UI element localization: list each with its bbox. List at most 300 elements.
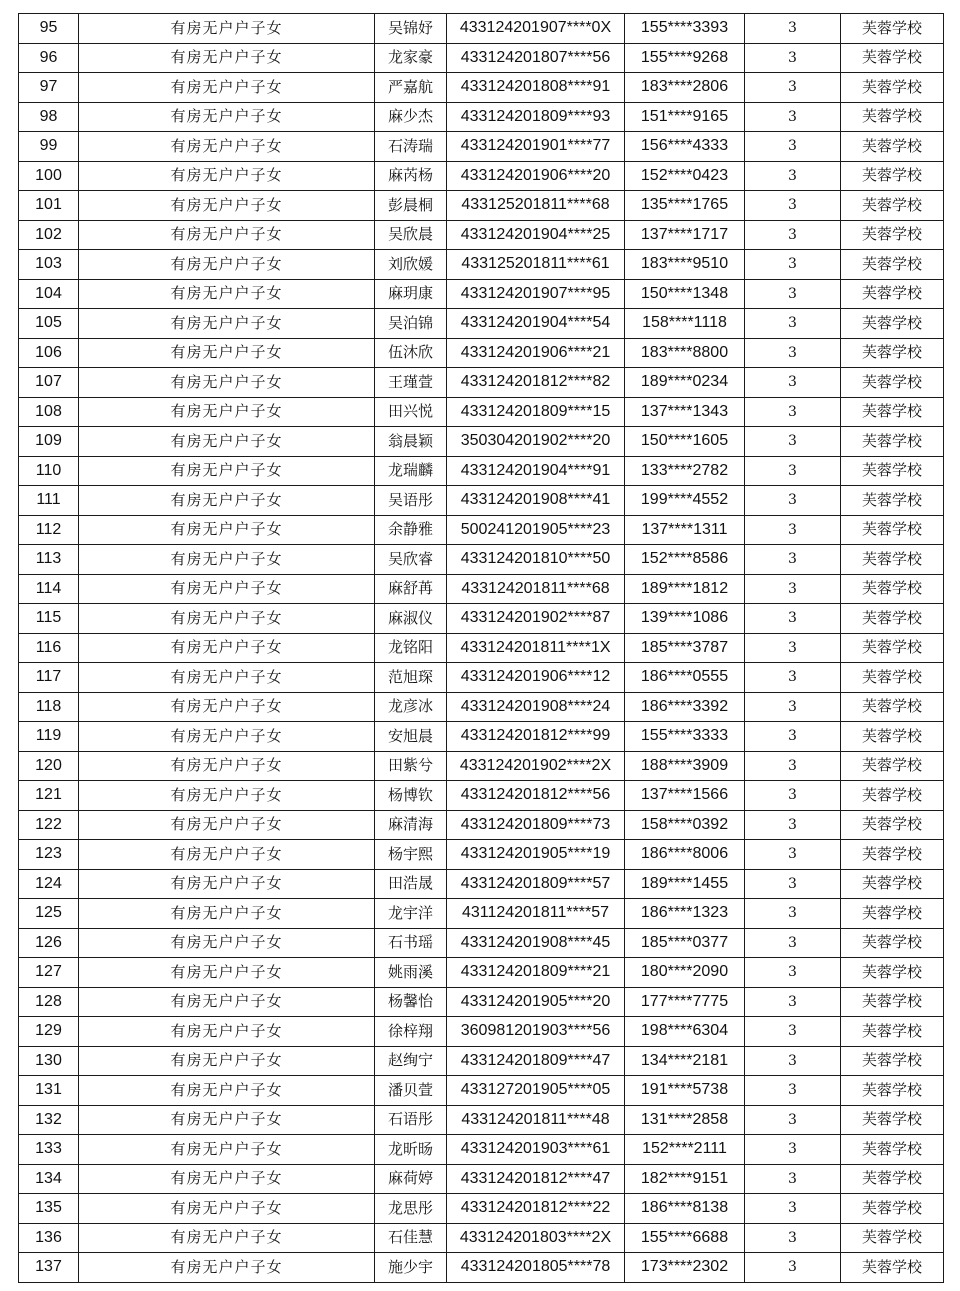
student-name-cell: 严嘉航	[375, 73, 447, 103]
student-name-cell: 石涛瑞	[375, 132, 447, 162]
school-cell: 芙蓉学校	[841, 869, 944, 899]
grade-cell: 3	[745, 1076, 841, 1106]
row-number-cell: 128	[19, 987, 79, 1017]
grade-cell: 3	[745, 633, 841, 663]
school-cell: 芙蓉学校	[841, 1105, 944, 1135]
grade-cell: 3	[745, 427, 841, 457]
category-cell: 有房无户户子女	[79, 1046, 375, 1076]
school-cell: 芙蓉学校	[841, 1017, 944, 1047]
school-cell: 芙蓉学校	[841, 1135, 944, 1165]
phone-cell: 186****8138	[625, 1194, 745, 1224]
student-name-cell: 石书瑶	[375, 928, 447, 958]
phone-cell: 150****1348	[625, 279, 745, 309]
table-row	[19, 132, 944, 162]
row-number-cell: 95	[19, 14, 79, 44]
grade-cell: 3	[745, 869, 841, 899]
category-cell: 有房无户户子女	[79, 1223, 375, 1253]
grade-cell: 3	[745, 1194, 841, 1224]
id-number-cell: 433125201811****68	[447, 191, 625, 221]
phone-cell: 139****1086	[625, 604, 745, 634]
school-cell: 芙蓉学校	[841, 43, 944, 73]
table-row	[19, 545, 944, 575]
school-cell: 芙蓉学校	[841, 722, 944, 752]
phone-cell: 177****7775	[625, 987, 745, 1017]
student-name-cell: 伍沐欣	[375, 338, 447, 368]
category-cell: 有房无户户子女	[79, 250, 375, 280]
category-cell: 有房无户户子女	[79, 1253, 375, 1283]
category-cell: 有房无户户子女	[79, 928, 375, 958]
table-row	[19, 633, 944, 663]
id-number-cell: 433124201907****95	[447, 279, 625, 309]
grade-cell: 3	[745, 751, 841, 781]
row-number-cell: 123	[19, 840, 79, 870]
grade-cell: 3	[745, 368, 841, 398]
phone-cell: 151****9165	[625, 102, 745, 132]
grade-cell: 3	[745, 43, 841, 73]
student-name-cell: 彭晨桐	[375, 191, 447, 221]
id-number-cell: 431124201811****57	[447, 899, 625, 929]
id-number-cell: 433124201805****78	[447, 1253, 625, 1283]
student-name-cell: 麻玥康	[375, 279, 447, 309]
school-cell: 芙蓉学校	[841, 1046, 944, 1076]
category-cell: 有房无户户子女	[79, 427, 375, 457]
id-number-cell: 433124201908****24	[447, 692, 625, 722]
id-number-cell: 433124201812****56	[447, 781, 625, 811]
phone-cell: 180****2090	[625, 958, 745, 988]
category-cell: 有房无户户子女	[79, 604, 375, 634]
id-number-cell: 433124201811****68	[447, 574, 625, 604]
student-name-cell: 杨博钦	[375, 781, 447, 811]
phone-cell: 155****9268	[625, 43, 745, 73]
school-cell: 芙蓉学校	[841, 574, 944, 604]
grade-cell: 3	[745, 250, 841, 280]
phone-cell: 135****1765	[625, 191, 745, 221]
school-cell: 芙蓉学校	[841, 515, 944, 545]
student-name-cell: 龙家豪	[375, 43, 447, 73]
phone-cell: 152****2111	[625, 1135, 745, 1165]
table-row	[19, 309, 944, 339]
id-number-cell: 433124201809****73	[447, 810, 625, 840]
school-cell: 芙蓉学校	[841, 751, 944, 781]
school-cell: 芙蓉学校	[841, 132, 944, 162]
phone-cell: 137****1343	[625, 397, 745, 427]
row-number-cell: 118	[19, 692, 79, 722]
category-cell: 有房无户户子女	[79, 1076, 375, 1106]
id-number-cell: 433124201811****1X	[447, 633, 625, 663]
category-cell: 有房无户户子女	[79, 14, 375, 44]
id-number-cell: 433124201803****2X	[447, 1223, 625, 1253]
table-row	[19, 604, 944, 634]
category-cell: 有房无户户子女	[79, 663, 375, 693]
row-number-cell: 97	[19, 73, 79, 103]
category-cell: 有房无户户子女	[79, 574, 375, 604]
row-number-cell: 105	[19, 309, 79, 339]
id-number-cell: 433124201812****82	[447, 368, 625, 398]
category-cell: 有房无户户子女	[79, 1105, 375, 1135]
grade-cell: 3	[745, 1135, 841, 1165]
school-cell: 芙蓉学校	[841, 810, 944, 840]
phone-cell: 152****8586	[625, 545, 745, 575]
grade-cell: 3	[745, 1253, 841, 1283]
student-name-cell: 吴欣晨	[375, 220, 447, 250]
row-number-cell: 121	[19, 781, 79, 811]
phone-cell: 150****1605	[625, 427, 745, 457]
category-cell: 有房无户户子女	[79, 102, 375, 132]
category-cell: 有房无户户子女	[79, 633, 375, 663]
grade-cell: 3	[745, 987, 841, 1017]
id-number-cell: 433124201811****48	[447, 1105, 625, 1135]
id-number-cell: 433124201902****87	[447, 604, 625, 634]
phone-cell: 155****3393	[625, 14, 745, 44]
table-row	[19, 220, 944, 250]
school-cell: 芙蓉学校	[841, 545, 944, 575]
table-row	[19, 486, 944, 516]
row-number-cell: 134	[19, 1164, 79, 1194]
student-name-cell: 范旭琛	[375, 663, 447, 693]
row-number-cell: 98	[19, 102, 79, 132]
school-cell: 芙蓉学校	[841, 220, 944, 250]
phone-cell: 183****9510	[625, 250, 745, 280]
student-name-cell: 施少宇	[375, 1253, 447, 1283]
grade-cell: 3	[745, 604, 841, 634]
table-row	[19, 869, 944, 899]
phone-cell: 131****2858	[625, 1105, 745, 1135]
school-cell: 芙蓉学校	[841, 1076, 944, 1106]
category-cell: 有房无户户子女	[79, 869, 375, 899]
row-number-cell: 129	[19, 1017, 79, 1047]
school-cell: 芙蓉学校	[841, 161, 944, 191]
id-number-cell: 433124201902****2X	[447, 751, 625, 781]
student-name-cell: 吴泊锦	[375, 309, 447, 339]
school-cell: 芙蓉学校	[841, 397, 944, 427]
row-number-cell: 122	[19, 810, 79, 840]
row-number-cell: 104	[19, 279, 79, 309]
category-cell: 有房无户户子女	[79, 1135, 375, 1165]
phone-cell: 198****6304	[625, 1017, 745, 1047]
row-number-cell: 132	[19, 1105, 79, 1135]
row-number-cell: 102	[19, 220, 79, 250]
table-row	[19, 751, 944, 781]
grade-cell: 3	[745, 574, 841, 604]
grade-cell: 3	[745, 545, 841, 575]
student-name-cell: 麻舒苒	[375, 574, 447, 604]
student-name-cell: 麻芮杨	[375, 161, 447, 191]
table-row	[19, 1076, 944, 1106]
school-cell: 芙蓉学校	[841, 456, 944, 486]
category-cell: 有房无户户子女	[79, 309, 375, 339]
student-name-cell: 吴欣睿	[375, 545, 447, 575]
student-name-cell: 麻清海	[375, 810, 447, 840]
row-number-cell: 101	[19, 191, 79, 221]
student-name-cell: 吴锦妤	[375, 14, 447, 44]
id-number-cell: 433124201908****41	[447, 486, 625, 516]
table-row	[19, 102, 944, 132]
category-cell: 有房无户户子女	[79, 1194, 375, 1224]
id-number-cell: 433124201812****47	[447, 1164, 625, 1194]
id-number-cell: 433124201905****20	[447, 987, 625, 1017]
student-name-cell: 石佳慧	[375, 1223, 447, 1253]
grade-cell: 3	[745, 1046, 841, 1076]
row-number-cell: 114	[19, 574, 79, 604]
student-name-cell: 赵绚宁	[375, 1046, 447, 1076]
phone-cell: 158****1118	[625, 309, 745, 339]
student-name-cell: 姚雨溪	[375, 958, 447, 988]
student-name-cell: 田兴悦	[375, 397, 447, 427]
school-cell: 芙蓉学校	[841, 427, 944, 457]
id-number-cell: 433124201812****99	[447, 722, 625, 752]
student-name-cell: 王瑾萱	[375, 368, 447, 398]
table-row	[19, 73, 944, 103]
phone-cell: 186****0555	[625, 663, 745, 693]
phone-cell: 186****8006	[625, 840, 745, 870]
id-number-cell: 433124201810****50	[447, 545, 625, 575]
table-row	[19, 663, 944, 693]
id-number-cell: 433124201905****19	[447, 840, 625, 870]
school-cell: 芙蓉学校	[841, 191, 944, 221]
id-number-cell: 433124201812****22	[447, 1194, 625, 1224]
row-number-cell: 109	[19, 427, 79, 457]
row-number-cell: 126	[19, 928, 79, 958]
row-number-cell: 136	[19, 1223, 79, 1253]
table-row	[19, 958, 944, 988]
phone-cell: 199****4552	[625, 486, 745, 516]
row-number-cell: 117	[19, 663, 79, 693]
grade-cell: 3	[745, 220, 841, 250]
school-cell: 芙蓉学校	[841, 840, 944, 870]
category-cell: 有房无户户子女	[79, 781, 375, 811]
id-number-cell: 433124201904****54	[447, 309, 625, 339]
row-number-cell: 99	[19, 132, 79, 162]
id-number-cell: 350304201902****20	[447, 427, 625, 457]
grade-cell: 3	[745, 810, 841, 840]
category-cell: 有房无户户子女	[79, 692, 375, 722]
row-number-cell: 131	[19, 1076, 79, 1106]
table-row	[19, 279, 944, 309]
student-name-cell: 潘贝萱	[375, 1076, 447, 1106]
school-cell: 芙蓉学校	[841, 692, 944, 722]
phone-cell: 155****3333	[625, 722, 745, 752]
table-row	[19, 250, 944, 280]
table-row	[19, 1105, 944, 1135]
grade-cell: 3	[745, 161, 841, 191]
category-cell: 有房无户户子女	[79, 161, 375, 191]
id-number-cell: 433124201907****0X	[447, 14, 625, 44]
phone-cell: 137****1311	[625, 515, 745, 545]
table-row	[19, 1017, 944, 1047]
student-name-cell: 杨宇熙	[375, 840, 447, 870]
phone-cell: 183****2806	[625, 73, 745, 103]
id-number-cell: 433124201807****56	[447, 43, 625, 73]
school-cell: 芙蓉学校	[841, 73, 944, 103]
category-cell: 有房无户户子女	[79, 958, 375, 988]
id-number-cell: 433124201906****20	[447, 161, 625, 191]
table-row	[19, 1164, 944, 1194]
row-number-cell: 100	[19, 161, 79, 191]
student-name-cell: 石语彤	[375, 1105, 447, 1135]
grade-cell: 3	[745, 663, 841, 693]
student-name-cell: 安旭晨	[375, 722, 447, 752]
phone-cell: 188****3909	[625, 751, 745, 781]
student-name-cell: 龙彦冰	[375, 692, 447, 722]
category-cell: 有房无户户子女	[79, 810, 375, 840]
student-name-cell: 龙昕旸	[375, 1135, 447, 1165]
phone-cell: 137****1717	[625, 220, 745, 250]
grade-cell: 3	[745, 309, 841, 339]
student-name-cell: 麻少杰	[375, 102, 447, 132]
phone-cell: 158****0392	[625, 810, 745, 840]
id-number-cell: 433124201901****77	[447, 132, 625, 162]
school-cell: 芙蓉学校	[841, 250, 944, 280]
row-number-cell: 125	[19, 899, 79, 929]
id-number-cell: 433124201808****91	[447, 73, 625, 103]
phone-cell: 152****0423	[625, 161, 745, 191]
grade-cell: 3	[745, 456, 841, 486]
school-cell: 芙蓉学校	[841, 368, 944, 398]
category-cell: 有房无户户子女	[79, 368, 375, 398]
category-cell: 有房无户户子女	[79, 751, 375, 781]
category-cell: 有房无户户子女	[79, 545, 375, 575]
student-name-cell: 刘欣媛	[375, 250, 447, 280]
category-cell: 有房无户户子女	[79, 840, 375, 870]
school-cell: 芙蓉学校	[841, 1164, 944, 1194]
school-cell: 芙蓉学校	[841, 102, 944, 132]
school-cell: 芙蓉学校	[841, 1194, 944, 1224]
category-cell: 有房无户户子女	[79, 43, 375, 73]
school-cell: 芙蓉学校	[841, 279, 944, 309]
row-number-cell: 119	[19, 722, 79, 752]
grade-cell: 3	[745, 1105, 841, 1135]
school-cell: 芙蓉学校	[841, 486, 944, 516]
table-row	[19, 574, 944, 604]
table-row	[19, 43, 944, 73]
row-number-cell: 115	[19, 604, 79, 634]
enrollment-table	[18, 13, 944, 1283]
row-number-cell: 135	[19, 1194, 79, 1224]
category-cell: 有房无户户子女	[79, 220, 375, 250]
school-cell: 芙蓉学校	[841, 899, 944, 929]
row-number-cell: 133	[19, 1135, 79, 1165]
grade-cell: 3	[745, 338, 841, 368]
grade-cell: 3	[745, 132, 841, 162]
table-row	[19, 1253, 944, 1283]
category-cell: 有房无户户子女	[79, 338, 375, 368]
student-name-cell: 吴语彤	[375, 486, 447, 516]
id-number-cell: 433125201811****61	[447, 250, 625, 280]
phone-cell: 134****2181	[625, 1046, 745, 1076]
id-number-cell: 433124201904****25	[447, 220, 625, 250]
student-name-cell: 余静雅	[375, 515, 447, 545]
grade-cell: 3	[745, 73, 841, 103]
table-row	[19, 1135, 944, 1165]
phone-cell: 173****2302	[625, 1253, 745, 1283]
school-cell: 芙蓉学校	[841, 781, 944, 811]
category-cell: 有房无户户子女	[79, 397, 375, 427]
grade-cell: 3	[745, 397, 841, 427]
row-number-cell: 110	[19, 456, 79, 486]
phone-cell: 189****0234	[625, 368, 745, 398]
id-number-cell: 433124201809****93	[447, 102, 625, 132]
id-number-cell: 433124201906****12	[447, 663, 625, 693]
row-number-cell: 111	[19, 486, 79, 516]
school-cell: 芙蓉学校	[841, 1253, 944, 1283]
grade-cell: 3	[745, 692, 841, 722]
id-number-cell: 433124201908****45	[447, 928, 625, 958]
category-cell: 有房无户户子女	[79, 486, 375, 516]
grade-cell: 3	[745, 1017, 841, 1047]
student-name-cell: 田浩晟	[375, 869, 447, 899]
table-row	[19, 692, 944, 722]
row-number-cell: 113	[19, 545, 79, 575]
row-number-cell: 112	[19, 515, 79, 545]
student-name-cell: 龙瑞麟	[375, 456, 447, 486]
phone-cell: 133****2782	[625, 456, 745, 486]
row-number-cell: 108	[19, 397, 79, 427]
row-number-cell: 96	[19, 43, 79, 73]
phone-cell: 189****1812	[625, 574, 745, 604]
school-cell: 芙蓉学校	[841, 604, 944, 634]
table-row	[19, 338, 944, 368]
table-row	[19, 840, 944, 870]
table-row	[19, 1223, 944, 1253]
category-cell: 有房无户户子女	[79, 515, 375, 545]
phone-cell: 185****3787	[625, 633, 745, 663]
row-number-cell: 107	[19, 368, 79, 398]
student-name-cell: 龙铭阳	[375, 633, 447, 663]
row-number-cell: 103	[19, 250, 79, 280]
grade-cell: 3	[745, 191, 841, 221]
student-name-cell: 麻淑仪	[375, 604, 447, 634]
category-cell: 有房无户户子女	[79, 722, 375, 752]
grade-cell: 3	[745, 14, 841, 44]
grade-cell: 3	[745, 840, 841, 870]
school-cell: 芙蓉学校	[841, 663, 944, 693]
student-name-cell: 田紫兮	[375, 751, 447, 781]
grade-cell: 3	[745, 515, 841, 545]
phone-cell: 186****1323	[625, 899, 745, 929]
category-cell: 有房无户户子女	[79, 1164, 375, 1194]
grade-cell: 3	[745, 1164, 841, 1194]
table-row	[19, 987, 944, 1017]
phone-cell: 137****1566	[625, 781, 745, 811]
id-number-cell: 433124201809****21	[447, 958, 625, 988]
id-number-cell: 433127201905****05	[447, 1076, 625, 1106]
phone-cell: 182****9151	[625, 1164, 745, 1194]
table-body	[19, 14, 944, 1283]
phone-cell: 185****0377	[625, 928, 745, 958]
table-row	[19, 456, 944, 486]
row-number-cell: 124	[19, 869, 79, 899]
school-cell: 芙蓉学校	[841, 928, 944, 958]
grade-cell: 3	[745, 899, 841, 929]
row-number-cell: 127	[19, 958, 79, 988]
id-number-cell: 433124201809****47	[447, 1046, 625, 1076]
table-row	[19, 515, 944, 545]
id-number-cell: 433124201906****21	[447, 338, 625, 368]
student-name-cell: 龙宇洋	[375, 899, 447, 929]
table-row	[19, 781, 944, 811]
grade-cell: 3	[745, 781, 841, 811]
id-number-cell: 433124201809****15	[447, 397, 625, 427]
school-cell: 芙蓉学校	[841, 987, 944, 1017]
table-row	[19, 191, 944, 221]
table-row	[19, 928, 944, 958]
grade-cell: 3	[745, 1223, 841, 1253]
student-name-cell: 麻荷婷	[375, 1164, 447, 1194]
id-number-cell: 500241201905****23	[447, 515, 625, 545]
table-row	[19, 1046, 944, 1076]
student-name-cell: 徐梓翔	[375, 1017, 447, 1047]
grade-cell: 3	[745, 928, 841, 958]
